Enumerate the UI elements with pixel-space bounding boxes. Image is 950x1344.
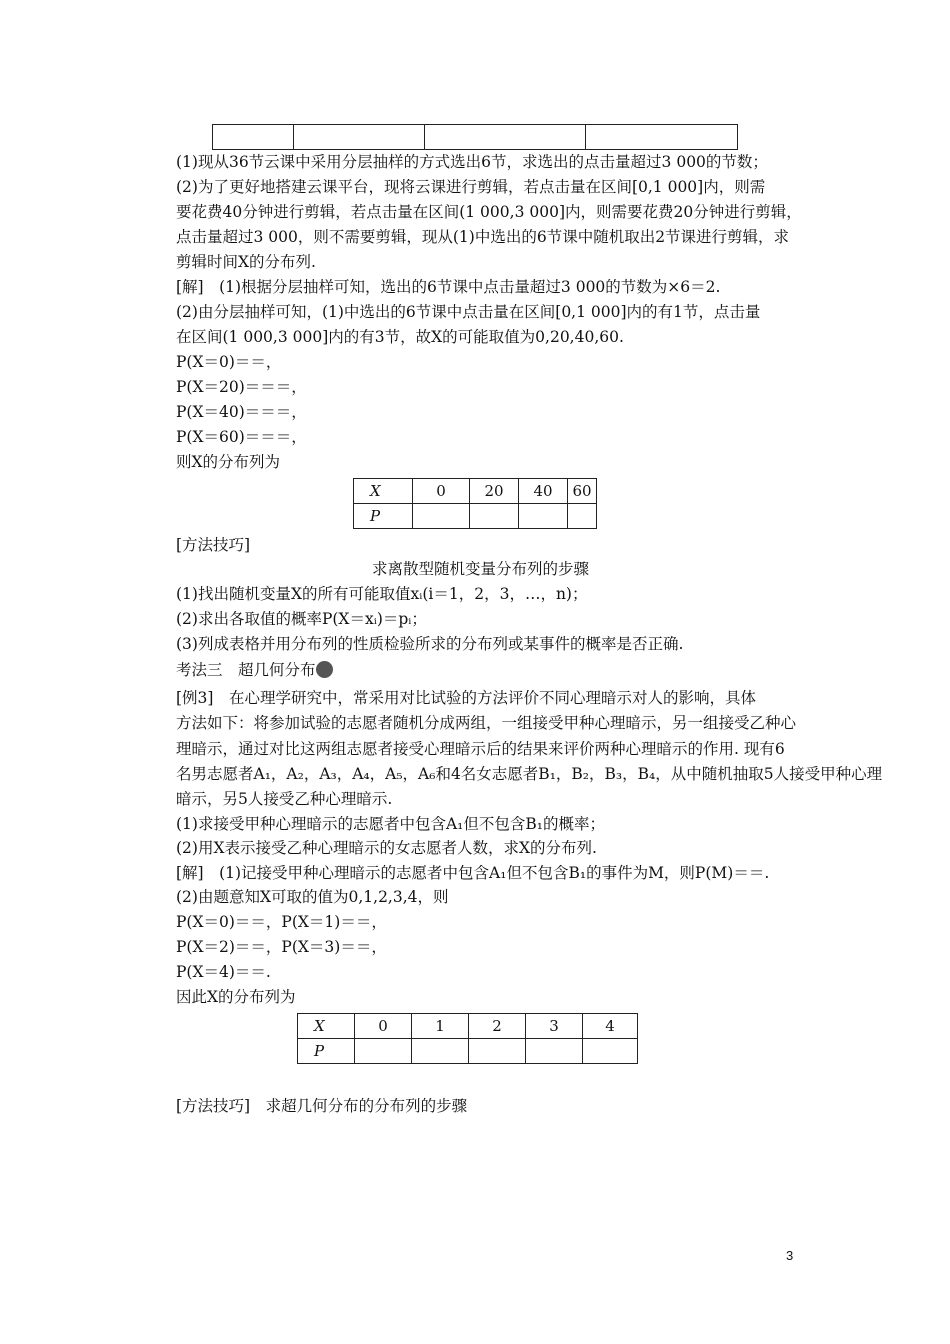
table-row (354, 479, 597, 504)
table-cell: 0 (355, 1014, 412, 1039)
table-cell: 1 (412, 1014, 469, 1039)
step-3: (3)列成表格并用分布列的性质检验所求的分布列或某事件的概率是否正确. (176, 635, 684, 653)
table-cell (425, 125, 586, 150)
distribution-intro-2: 因此X的分布列为 (176, 988, 296, 1006)
hyper-probability-4: P(X＝4)＝＝. (176, 963, 271, 981)
table-cell (355, 1039, 412, 1064)
table-cell (526, 1039, 583, 1064)
table-row (213, 125, 738, 150)
method-tips-1-title: 求离散型随机变量分布列的步骤 (372, 560, 590, 578)
table-cell: 3 (526, 1014, 583, 1039)
probability-20: P(X＝20)＝＝＝， (176, 378, 307, 396)
distribution-intro-1: 则X的分布列为 (176, 453, 281, 471)
solution-1: [解] (1)根据分层抽样可知，选出的6节课中点击量超过3 000的节数为×6＝2. (176, 278, 721, 296)
table-cell (413, 504, 470, 529)
table-header-x: X (354, 479, 413, 504)
table-cell (586, 125, 738, 150)
bullet-dot-icon (316, 661, 333, 678)
method-3-heading: 考法三 超几何分布 (176, 661, 316, 679)
example-3-question-1: (1)求接受甲种心理暗示的志愿者中包含A₁但不包含B₁的概率； (176, 815, 605, 833)
example-3-solution-2: (2)由题意知X可取的值为0,1,2,3,4，则 (176, 888, 449, 906)
table-cell: 2 (469, 1014, 526, 1039)
question-2-line-1: (2)为了更好地搭建云课平台，现将云课进行剪辑，若点击量在区间[0,1 000]内，则需 (176, 178, 766, 196)
table-cell: 20 (470, 479, 519, 504)
method-tips-1: [方法技巧] (176, 536, 251, 554)
example-3-line-3: 理暗示，通过对比这两组志愿者接受心理暗示后的结果来评价两种心理暗示的作用. 现有6 (176, 740, 785, 758)
method-tips-2: [方法技巧] 求超几何分布的分布列的步骤 (176, 1097, 468, 1115)
table-cell (583, 1039, 638, 1064)
page-number: 3 (786, 1248, 794, 1263)
table-header-x: X (298, 1014, 355, 1039)
table-cell: 40 (519, 479, 568, 504)
table-cell (412, 1039, 469, 1064)
step-1: (1)找出随机变量X的所有可能取值xᵢ(i＝1，2，3，…，n)； (176, 585, 588, 603)
question-1: (1)现从36节云课中采用分层抽样的方式选出6节，求选出的点击量超过3 000的节数； (176, 153, 768, 171)
table-header-p: P (298, 1039, 355, 1064)
table-cell (294, 125, 425, 150)
step-2: (2)求出各取值的概率P(X＝xᵢ)＝pᵢ； (176, 610, 427, 628)
distribution-table-2 (297, 1013, 638, 1064)
table-cell (568, 504, 597, 529)
table-cell: 4 (583, 1014, 638, 1039)
distribution-table-1 (353, 478, 597, 529)
top-partial-table (212, 124, 738, 150)
table-cell (470, 504, 519, 529)
question-2-line-4: 剪辑时间X的分布列. (176, 253, 316, 271)
example-3-solution-1: [解] (1)记接受甲种心理暗示的志愿者中包含A₁但不包含B₁的事件为M，则P(M)＝＝. (176, 864, 770, 882)
table-cell (519, 504, 568, 529)
solution-2-line-2: 在区间(1 000,3 000]内的有3节，故X的可能取值为0,20,40,60. (176, 328, 624, 346)
solution-2-line-1: (2)由分层抽样可知，(1)中选出的6节课中点击量在区间[0,1 000]内的有1节，点击量 (176, 303, 761, 321)
example-3-line-1: [例3] 在心理学研究中，常采用对比试验的方法评价不同心理暗示对人的影响，具体 (176, 689, 756, 707)
table-row (354, 504, 597, 529)
table-header-p: P (354, 504, 413, 529)
example-3-line-4: 名男志愿者A₁，A₂，A₃，A₄，A₅，A₆和4名女志愿者B₁，B₂，B₃，B₄，从中随机抽取5人接受甲种心理 (176, 765, 883, 783)
probability-60: P(X＝60)＝＝＝， (176, 428, 307, 446)
table-cell: 60 (568, 479, 597, 504)
hyper-probability-0-1: P(X＝0)＝＝，P(X＝1)＝＝， (176, 913, 387, 931)
question-2-line-2: 要花费40分钟进行剪辑，若点击量在区间(1 000,3 000]内，则需要花费20分钟进行剪辑， (176, 203, 802, 221)
probability-0: P(X＝0)＝＝， (176, 353, 282, 371)
example-3-line-5: 暗示，另5人接受乙种心理暗示. (176, 790, 393, 808)
question-2-line-3: 点击量超过3 000，则不需要剪辑，现从(1)中选出的6节课中随机取出2节课进行剪辑，求 (176, 228, 790, 246)
table-cell (213, 125, 294, 150)
table-cell (469, 1039, 526, 1064)
table-cell: 0 (413, 479, 470, 504)
example-3-question-2: (2)用X表示接受乙种心理暗示的女志愿者人数，求X的分布列. (176, 839, 597, 857)
table-row (298, 1014, 638, 1039)
table-row (298, 1039, 638, 1064)
probability-40: P(X＝40)＝＝＝， (176, 403, 307, 421)
hyper-probability-2-3: P(X＝2)＝＝，P(X＝3)＝＝， (176, 938, 387, 956)
example-3-line-2: 方法如下：将参加试验的志愿者随机分成两组，一组接受甲种心理暗示，另一组接受乙种心 (176, 714, 797, 732)
